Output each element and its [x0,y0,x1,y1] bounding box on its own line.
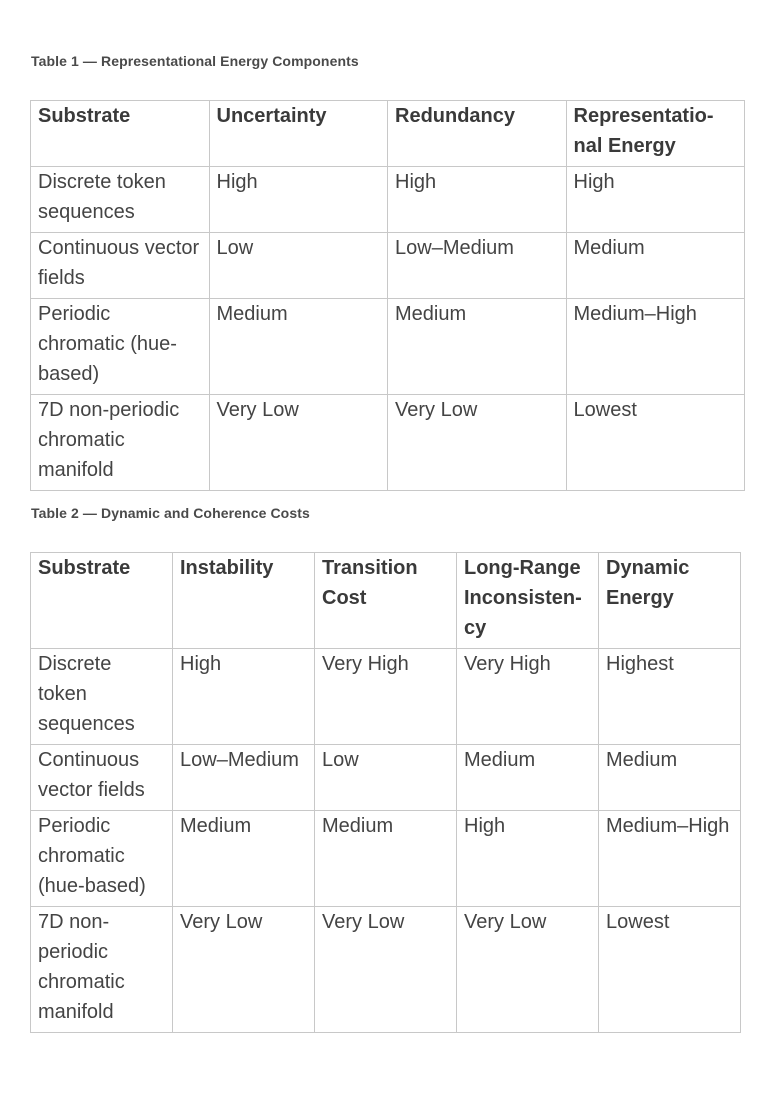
table-header-row [31,101,745,167]
dynamic-coherence-costs-table [30,552,741,1033]
cell-uncertainty: Very Low [209,395,388,491]
table-row [31,233,745,299]
cell-instability: Medium [173,811,315,907]
cell-redundancy: Low–Medium [388,233,567,299]
header-dynamic-energy: Dynamic Energy [599,553,741,649]
cell-long-range-inconsistency: High [457,811,599,907]
cell-dynamic-energy: Lowest [599,907,741,1033]
table-row [31,907,741,1033]
cell-transition-cost: Very High [315,649,457,745]
cell-dynamic-energy: Medium–High [599,811,741,907]
cell-substrate: Periodic chromatic (hue-based) [31,299,210,395]
cell-transition-cost: Medium [315,811,457,907]
table-row [31,649,741,745]
cell-redundancy: Very Low [388,395,567,491]
cell-instability: High [173,649,315,745]
header-substrate: Substrate [31,553,173,649]
cell-redundancy: Medium [388,299,567,395]
cell-dynamic-energy: Highest [599,649,741,745]
representational-energy-table [30,100,745,491]
cell-substrate: Discrete token sequences [31,649,173,745]
cell-representational-energy: Medium [566,233,745,299]
table-row [31,395,745,491]
table-2-caption: Table 2 — Dynamic and Coherence Costs [31,505,310,521]
cell-uncertainty: High [209,167,388,233]
header-representational-energy: Representatio- nal Energy [566,101,745,167]
cell-instability: Very Low [173,907,315,1033]
cell-long-range-inconsistency: Very High [457,649,599,745]
table-row [31,811,741,907]
cell-substrate: 7D non-periodic chromatic manifold [31,395,210,491]
cell-instability: Low–Medium [173,745,315,811]
cell-substrate: Continuous vector fields [31,745,173,811]
cell-long-range-inconsistency: Very Low [457,907,599,1033]
table-row [31,299,745,395]
cell-representational-energy: High [566,167,745,233]
header-instability: Instability [173,553,315,649]
cell-representational-energy: Lowest [566,395,745,491]
header-redundancy: Redundancy [388,101,567,167]
cell-transition-cost: Low [315,745,457,811]
cell-representational-energy: Medium–High [566,299,745,395]
header-transition-cost: Transition Cost [315,553,457,649]
header-long-range-inconsistency: Long-Range Inconsisten- cy [457,553,599,649]
table-row [31,167,745,233]
cell-uncertainty: Low [209,233,388,299]
cell-dynamic-energy: Medium [599,745,741,811]
cell-transition-cost: Very Low [315,907,457,1033]
cell-redundancy: High [388,167,567,233]
cell-substrate: Discrete token sequences [31,167,210,233]
cell-substrate: 7D non-periodic chromatic manifold [31,907,173,1033]
cell-substrate: Continuous vector fields [31,233,210,299]
header-substrate: Substrate [31,101,210,167]
cell-uncertainty: Medium [209,299,388,395]
table-header-row [31,553,741,649]
header-uncertainty: Uncertainty [209,101,388,167]
cell-substrate: Periodic chromatic (hue-based) [31,811,173,907]
table-row [31,745,741,811]
cell-long-range-inconsistency: Medium [457,745,599,811]
table-1-caption: Table 1 — Representational Energy Components [31,53,359,69]
